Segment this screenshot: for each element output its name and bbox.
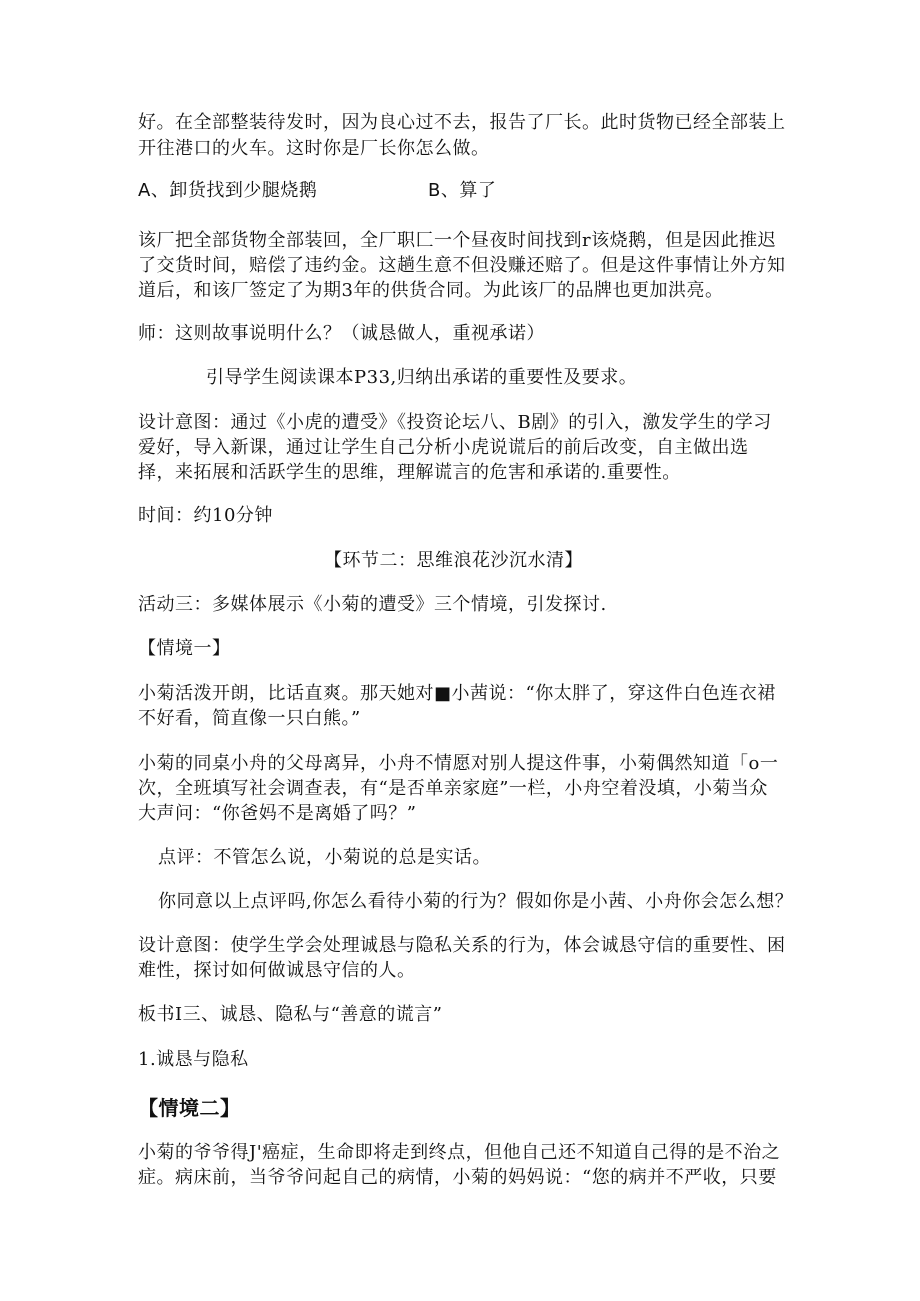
paragraph-line: 好。在全部整装待发时，因为良心过不去，报告了厂长。此时货物已经全部装上 (138, 112, 786, 133)
teacher-question: 师：这则故事说明什么？（诚恳做人，重视承诺） (138, 323, 545, 344)
board-notes: 板书Ⅰ三、诚恳、隐私与“善意的谎言” (138, 1004, 443, 1025)
scenario-text-line: 小菊活泼开朗，比话直爽。那天她对■小茜说：“你太胖了，穿这件白色连衣裙 (138, 683, 776, 704)
paragraph-line: 该厂把全部货物全部装回，全厂职匚一个昼夜时间找到r该烧鹅，但是因此推迟 (138, 230, 777, 251)
scenario-text-line: 大声问：“你爸妈不是离婚了吗？” (138, 803, 417, 824)
paragraph-line: 开往港口的火车。这时你是厂长你怎么做。 (138, 138, 490, 159)
paragraph-line: 道后，和该厂签定了为期3年的供货合同。为此该厂的品牌也更加洪亮。 (138, 280, 724, 301)
scenario-text-line: 次，全班填写社会调查表，有“是否单亲家庭”一栏，小舟空着没填，小菊当众 (138, 778, 768, 799)
scenario-heading: 【情境一】 (138, 638, 231, 659)
scenario-text-line: 症。病床前，当爷爷问起自己的病情，小菊的妈妈说：“您的病并不严收，只要 (138, 1167, 777, 1188)
design-intent-line: 设计意图：通过《小虎的遭受》《投资论坛八、B剧》的引入，激发学生的学习 (138, 412, 772, 433)
scenario-text-line: 不好看，简直像一只白熊。” (138, 708, 361, 729)
activity-line: 活动三：多媒体展示《小菊的遭受》三个情境，引发探讨. (138, 594, 607, 615)
scenario-heading: 【情境二】 (138, 1096, 241, 1120)
section-heading: 【环节二：思维浪花沙沉水清】 (324, 550, 583, 571)
comment-line: 点评：不管怎么说，小菊说的总是实话。 (158, 847, 491, 868)
paragraph-line: 了交货时间，赔偿了违约金。这趟生意不但没赚还赔了。但是这件事情让外方知 (138, 255, 786, 276)
option-b: B、算了 (428, 180, 497, 201)
time-note: 时间：约10分钟 (138, 505, 273, 526)
numbered-item: 1.诚恳与隐私 (138, 1049, 249, 1070)
answer-options (138, 178, 638, 204)
option-a: A、卸货找到少腿烧鹅 (138, 180, 318, 201)
design-intent-line: 爱好，导入新课，通过让学生自己分析小虎说谎后的前后改变，自主做出选 (138, 437, 749, 458)
guide-instruction: 引导学生阅读课本P33,归纳出承诺的重要性及要求。 (206, 367, 638, 388)
discussion-question: 你同意以上点评吗,你怎么看待小菊的行为？假如你是小茜、小舟你会怎么想？ (158, 891, 794, 912)
design-intent-line: 择，来拓展和活跃学生的思维，理解谎言的危害和承诺的.重要性。 (138, 462, 681, 483)
scenario-text-line: 小菊的爷爷得J'癌症，生命即将走到终点，但他自己还不知道自己得的是不治之 (138, 1142, 781, 1163)
design-intent-line: 难性，探讨如何做诚恳守信的人。 (138, 960, 416, 981)
scenario-text-line: 小菊的同桌小舟的父母离异，小舟不情愿对别人提这件事，小菊偶然知道「o一 (138, 753, 779, 774)
design-intent-line: 设计意图：使学生学会处理诚恳与隐私关系的行为，体会诚恳守信的重要性、困 (138, 935, 786, 956)
